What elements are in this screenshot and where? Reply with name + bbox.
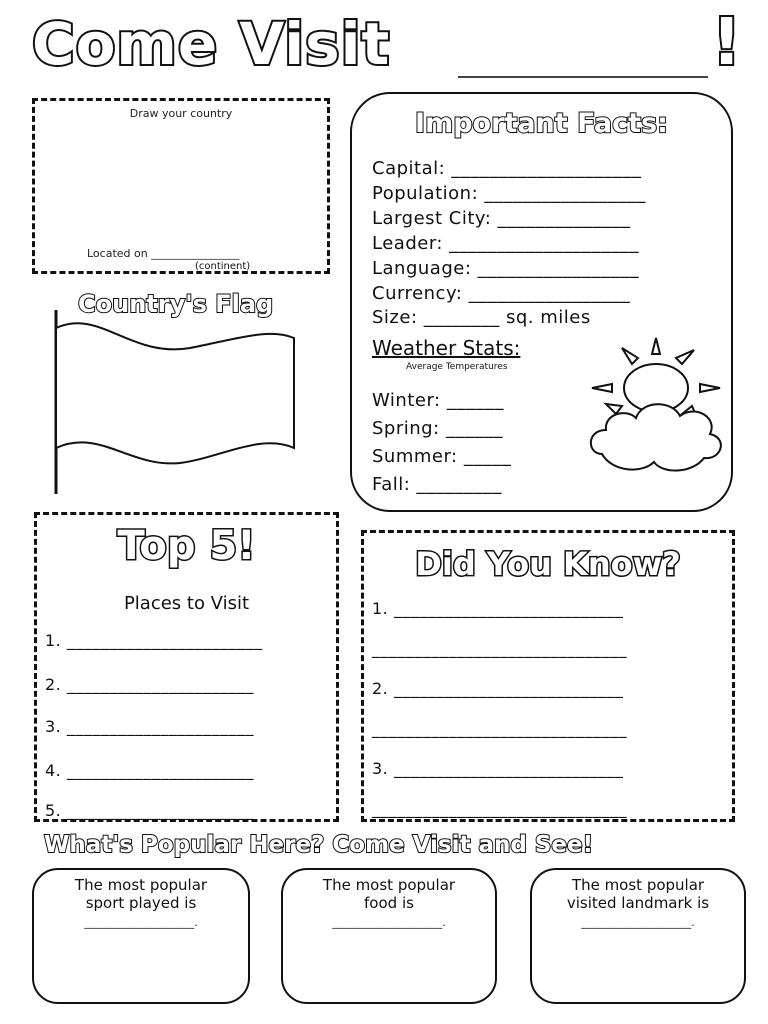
sport-blank: ____________________. [84,916,198,929]
fact-line-2: 2. ___________________________ [372,679,624,698]
fact-line-1: 1. ___________________________ [372,599,624,618]
top5-subtitle: Places to Visit [123,593,250,614]
fact-capital: Capital: ____________________ [372,158,642,179]
fact-line-1b: ______________________________ [372,639,627,658]
page-title: Come Visit [32,10,391,78]
sport-line1: The most popular [74,876,208,894]
landmark-line1: The most popular [571,876,705,894]
flag-title: Country's Flag [78,290,274,318]
weather-title: Weather Stats: [372,336,521,360]
sport-line2: sport played is [85,894,197,912]
top5-item-5: 5. ______________________ [45,801,254,820]
popular-landmark-card [530,868,746,1004]
food-line2: food is [364,894,414,912]
top5-item-3: 3. ______________________ [45,717,254,736]
popular-food-card [281,868,497,1004]
weather-summer: Summer: _____ [372,446,512,467]
top5-item-2: 2. ______________________ [45,675,254,694]
fact-population: Population: _________________ [372,183,646,204]
top5-title: Top 5! [117,523,256,569]
fact-line-3: 3. ___________________________ [372,759,624,778]
title-exclamation: ! [712,6,742,80]
draw-country-box [32,98,330,274]
country-name-blank [458,76,708,78]
draw-country-prompt: Draw your country [129,107,233,120]
weather-subtitle: Average Temperatures [406,362,508,372]
fact-language: Language: _________________ [372,258,640,279]
food-blank: ____________________. [332,916,446,929]
weather-winter: Winter: ______ [372,390,504,411]
weather-fall: Fall: _________ [372,474,503,495]
continent-label: (continent) [195,261,251,272]
top5-item-4: 4. ______________________ [45,761,254,780]
did-you-know-title: Did You Know? [415,545,681,583]
top5-item-1: 1. _______________________ [45,631,263,650]
fact-size: Size: ________ sq. miles [372,307,591,328]
landmark-blank: ____________________. [581,916,695,929]
did-you-know-box [361,530,735,822]
fact-line-2b: ______________________________ [372,719,627,738]
located-on-line: Located on ________________ [87,247,240,260]
fact-currency: Currency: _________________ [372,283,631,304]
popular-sport-card [32,868,250,1004]
top5-box [34,512,339,822]
weather-spring: Spring: ______ [372,418,503,439]
fact-largest-city: Largest City: ______________ [372,208,631,229]
sun-cloud-icon [582,334,732,484]
landmark-line2: visited landmark is [566,894,710,912]
fact-line-3b: ______________________________ [372,799,627,818]
fact-leader: Leader: ____________________ [372,233,640,254]
popular-title: What's Popular Here? Come Visit and See! [44,832,594,858]
food-line1: The most popular [322,876,456,894]
facts-title: Important Facts: [415,108,668,139]
flag-illustration [50,308,300,498]
important-facts-panel [350,92,733,512]
